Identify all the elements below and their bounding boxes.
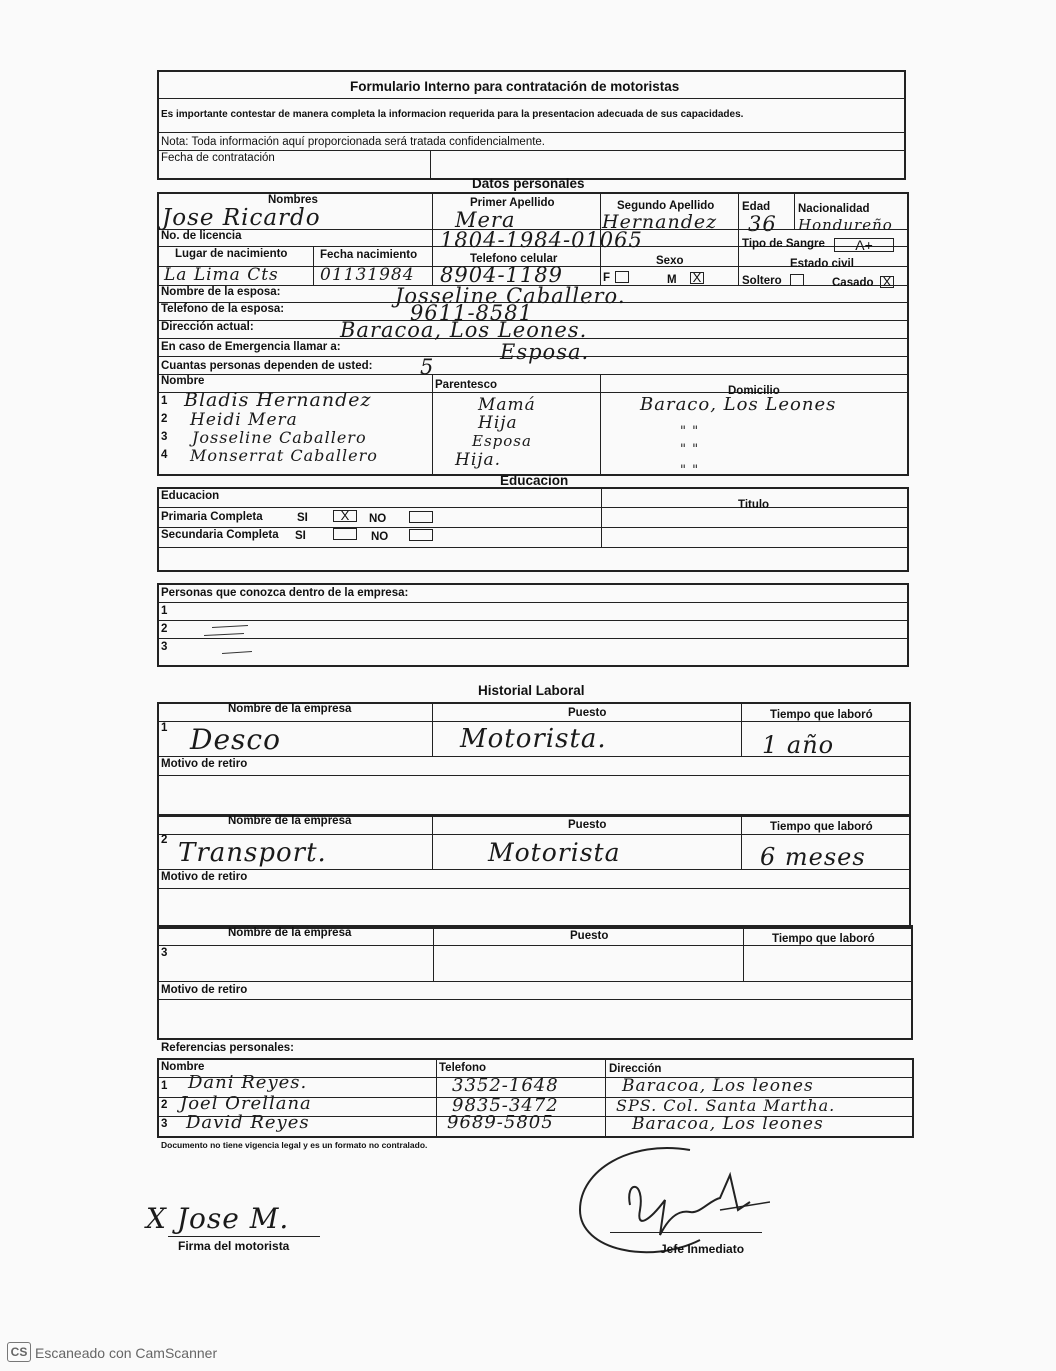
contact-row-number: 3 — [161, 641, 168, 653]
primer-apellido-label: Primer Apellido — [470, 197, 555, 209]
motorista-signature: X Jose M. — [146, 1202, 290, 1235]
ref-row-number: 3 — [161, 1118, 168, 1130]
esposa-value: Josseline Caballero. — [395, 284, 626, 308]
ref-row-direccion: Baracoa, Los leones — [622, 1076, 814, 1096]
motivo-label: Motivo de retiro — [161, 871, 248, 883]
dep-row-parentesco: Hija. — [455, 450, 502, 470]
dep-nombre-label: Nombre — [161, 375, 205, 387]
dep-row-parentesco: Hija — [478, 413, 518, 433]
job-number: 1 — [161, 722, 168, 734]
hire-date-label: Fecha de contratación — [161, 152, 275, 164]
casado-label: Casado — [832, 277, 874, 289]
dep-row-nombre: Monserrat Caballero — [190, 446, 378, 465]
instruction-text: Es importante contestar de manera completa la informacion requerida para la presentacion adecuada de sus capacidades. — [161, 109, 744, 120]
m-checkbox[interactable]: X — [690, 272, 704, 284]
fecha-nac-value: 01131984 — [320, 265, 415, 285]
job-empresa-value: Desco — [190, 723, 281, 756]
licencia-label: No. de licencia — [161, 230, 242, 242]
jefe-signature-label: Jefe Inmediato — [660, 1242, 745, 1256]
empresa-label: Nombre de la empresa — [228, 815, 352, 827]
dep-row-number: 3 — [161, 431, 168, 443]
motorista-signature-line — [168, 1236, 320, 1237]
ref-row-direccion: SPS. Col. Santa Martha. — [616, 1096, 836, 1115]
secundaria-no-label: NO — [371, 531, 389, 543]
education-section-title: Educacion — [500, 473, 569, 488]
puesto-label: Puesto — [568, 707, 607, 719]
job-tiempo-value: 6 meses — [760, 843, 866, 871]
emergencia-value: Esposa. — [500, 340, 590, 364]
dependientes-label: Cuantas personas dependen de usted: — [161, 360, 373, 372]
dependientes-value: 5 — [420, 355, 435, 379]
dep-row-number: 4 — [161, 449, 168, 461]
estado-civil-label: Estado civil — [790, 258, 854, 270]
motivo-label: Motivo de retiro — [161, 984, 248, 996]
personal-section-title: Datos personales — [472, 176, 585, 191]
dep-row-number: 2 — [161, 413, 168, 425]
fecha-nac-label: Fecha nacimiento — [320, 249, 418, 261]
secundaria-label: Secundaria Completa — [161, 529, 279, 541]
dep-row-domicilio: " " — [680, 424, 700, 439]
empresa-label: Nombre de la empresa — [228, 703, 352, 715]
education-label: Educacion — [161, 490, 220, 502]
tiempo-label: Tiempo que laboró — [772, 933, 875, 945]
motorista-signature-label: Firma del motorista — [178, 1239, 290, 1253]
dep-row-domicilio: " " — [680, 442, 700, 457]
references-label: Referencias personales: — [161, 1042, 294, 1054]
esposa-label: Nombre de la esposa: — [161, 286, 281, 298]
tipo-sangre-box: A+ — [834, 238, 894, 252]
secundaria-si-checkbox[interactable] — [333, 528, 357, 540]
lugar-nac-label: Lugar de nacimiento — [175, 248, 288, 260]
primaria-no-checkbox[interactable] — [409, 511, 433, 523]
job-number: 3 — [161, 947, 168, 959]
puesto-label: Puesto — [570, 930, 609, 942]
form-title: Formulario Interno para contratación de motoristas — [350, 79, 680, 94]
empresa-label: Nombre de la empresa — [228, 927, 352, 939]
ref-row-nombre: David Reyes — [186, 1112, 310, 1133]
dep-row-nombre: Bladis Hernandez — [184, 389, 372, 411]
ref-nombre-label: Nombre — [161, 1061, 205, 1073]
titulo-label: Titulo — [738, 499, 770, 511]
dep-row-domicilio: Baraco, Los Leones — [640, 394, 837, 415]
telefono-label: Telefono celular — [470, 253, 558, 265]
f-checkbox[interactable] — [615, 271, 629, 283]
ref-row-direccion: Baracoa, Los leones — [632, 1114, 824, 1134]
job-empresa-value: Transport. — [178, 838, 327, 868]
contacts-label: Personas que conozca dentro de la empresa: — [161, 587, 409, 599]
ref-row-nombre: Dani Reyes. — [188, 1072, 308, 1093]
casado-checkbox[interactable]: X — [880, 276, 894, 288]
dep-row-parentesco: Esposa — [472, 432, 532, 450]
nacionalidad-value: Hondureño — [798, 216, 893, 234]
edad-label: Edad — [742, 201, 771, 213]
jefe-signature-line — [610, 1232, 762, 1233]
primaria-si-label: SI — [297, 512, 308, 524]
contact-row-number: 1 — [161, 605, 168, 617]
primer-apellido-value: Mera — [455, 208, 516, 232]
primaria-no-label: NO — [369, 513, 387, 525]
job-puesto-value: Motorista. — [460, 724, 607, 754]
ref-row-number: 1 — [161, 1080, 168, 1092]
job-puesto-value: Motorista — [488, 838, 621, 867]
primaria-label: Primaria Completa — [161, 511, 263, 523]
soltero-label: Soltero — [742, 275, 782, 287]
disclaimer: Documento no tiene vigencia legal y es un formato no contralado. — [161, 1140, 428, 1150]
nombres-label: Nombres — [268, 194, 318, 206]
segundo-apellido-label: Segundo Apellido — [617, 200, 715, 212]
emergencia-label: En caso de Emergencia llamar a: — [161, 341, 341, 353]
ref-direccion-label: Dirección — [609, 1063, 662, 1075]
tiempo-label: Tiempo que laboró — [770, 821, 873, 833]
motivo-label: Motivo de retiro — [161, 758, 248, 770]
tipo-sangre-label: Tipo de Sangre — [742, 238, 825, 250]
primaria-si-checkbox[interactable]: X — [333, 510, 357, 522]
nacionalidad-label: Nacionalidad — [798, 203, 870, 215]
puesto-label: Puesto — [568, 819, 607, 831]
tiempo-label: Tiempo que laboró — [770, 709, 873, 721]
f-label: F — [603, 272, 611, 284]
job-tiempo-value: 1 año — [762, 731, 835, 759]
contact-row-number: 2 — [161, 623, 168, 635]
dep-row-number: 1 — [161, 395, 168, 407]
direccion-label: Dirección actual: — [161, 321, 254, 333]
nombres-value: Jose Ricardo — [162, 205, 321, 231]
dep-row-nombre: Heidi Mera — [190, 410, 298, 430]
secundaria-no-checkbox[interactable] — [409, 529, 433, 541]
camscanner-text: Escaneado con CamScanner — [35, 1345, 218, 1361]
sexo-label: Sexo — [656, 255, 684, 267]
soltero-checkbox[interactable] — [790, 274, 804, 286]
dep-row-nombre: Josseline Caballero — [192, 428, 367, 447]
lugar-nac-value: La Lima Cts — [164, 265, 279, 285]
licencia-value: 1804-1984-01065 — [440, 228, 643, 252]
secundaria-si-label: SI — [295, 530, 306, 542]
job-number: 2 — [161, 834, 168, 846]
edad-value: 36 — [748, 212, 777, 236]
tel-esposa-label: Telefono de la esposa: — [161, 303, 285, 315]
camscanner-logo: CS — [7, 1342, 31, 1362]
history-section-title: Historial Laboral — [478, 683, 585, 698]
confidential-note: Nota: Toda información aquí proporcionada será tratada confidencialmente. — [161, 136, 545, 148]
dep-domicilio-label: Domicilio — [728, 385, 780, 397]
ref-telefono-label: Telefono — [439, 1062, 487, 1074]
dep-row-parentesco: Mamá — [478, 395, 536, 415]
ref-row-nombre: Joel Orellana — [180, 1093, 312, 1114]
dep-row-domicilio: " " — [680, 463, 700, 478]
ref-row-telefono: 9689-5805 — [447, 1112, 554, 1133]
direccion-value: Baracoa, Los Leones. — [340, 318, 588, 342]
telefono-value: 8904-1189 — [440, 263, 563, 287]
ref-row-telefono: 3352-1648 — [452, 1075, 559, 1096]
ref-row-telefono: 9835-3472 — [452, 1095, 559, 1116]
m-label: M — [667, 274, 677, 286]
dep-parentesco-label: Parentesco — [435, 379, 498, 391]
ref-row-number: 2 — [161, 1099, 168, 1111]
segundo-apellido-value: Hernandez — [602, 211, 718, 233]
tel-esposa-value: 9611-8581 — [410, 301, 533, 325]
